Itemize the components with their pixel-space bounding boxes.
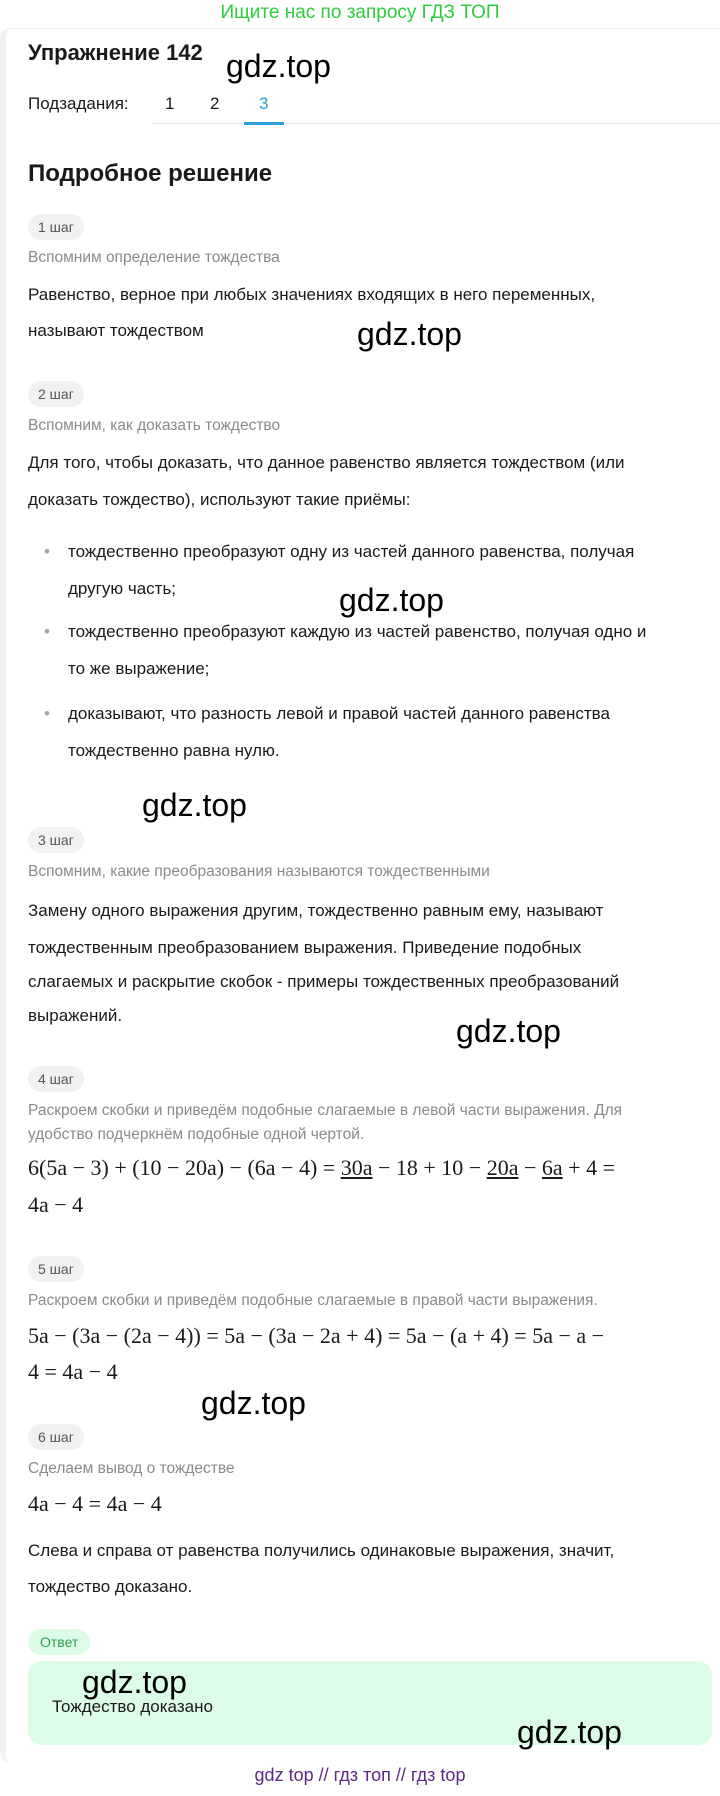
watermark: gdz.top xyxy=(82,1664,187,1700)
step-text: Для того, чтобы доказать, что данное равенство является тождеством (или xyxy=(28,453,625,472)
search-banner: Ищите нас по запросу ГДЗ ТОП xyxy=(220,2,500,23)
answer-text: Тождество доказано xyxy=(52,1697,213,1716)
answer-badge: Ответ xyxy=(28,1629,90,1655)
bullet-dot-icon: • xyxy=(44,542,50,561)
step-text: доказать тождество), используют такие приёмы: xyxy=(28,490,411,509)
step-badge: 6 шаг xyxy=(28,1424,84,1450)
step-badge: 4 шаг xyxy=(28,1066,84,1092)
tab-subtask-3[interactable]: 3 xyxy=(259,94,269,113)
step-text: Слева и справа от равенства получились одинаковые выражения, значит, xyxy=(28,1541,615,1560)
step-badge: 2 шаг xyxy=(28,381,84,407)
subtasks-label: Подзадания: xyxy=(28,94,129,113)
step-text: тождество доказано. xyxy=(28,1577,193,1596)
step-subtitle: Раскроем скобки и приведём подобные слагаемые в левой части выражения. Для xyxy=(28,1102,623,1119)
step-badge: 5 шаг xyxy=(28,1256,84,1282)
formula-result: 4a − 4 xyxy=(28,1192,84,1217)
active-tab-indicator xyxy=(244,122,284,125)
underlined-term: 6a xyxy=(541,1155,563,1180)
watermark: gdz.top xyxy=(456,1013,561,1049)
step-subtitle: Вспомним, как доказать тождество xyxy=(28,417,281,434)
step-text: слагаемых и раскрытие скобок - примеры тождественных преобразований xyxy=(28,972,620,991)
watermark: gdz.top xyxy=(357,316,462,352)
formula-left-side xyxy=(28,1155,615,1181)
step-subtitle: Раскроем скобки и приведём подобные слагаемые в правой части выражения. xyxy=(28,1292,598,1309)
exercise-title: Упражнение 142 xyxy=(28,40,203,65)
step-subtitle: Сделаем вывод о тождестве xyxy=(28,1460,235,1477)
step-text: Равенство, верное при любых значениях входящих в него переменных, xyxy=(28,285,596,304)
watermark: gdz.top xyxy=(339,582,444,618)
formula-conclusion: 4a − 4 = 4a − 4 xyxy=(28,1491,162,1516)
underlined-term: 30a xyxy=(340,1155,373,1180)
underlined-term: 20a xyxy=(486,1155,519,1180)
tab-subtask-2[interactable]: 2 xyxy=(210,94,220,113)
step-text: Замену одного выражения другим, тождественно равным ему, называют xyxy=(28,901,604,920)
watermark: gdz.top xyxy=(226,48,331,84)
bullet-text: другую часть; xyxy=(68,579,177,598)
bullet-text: доказывают, что разность левой и правой частей данного равенства xyxy=(68,704,610,723)
step-subtitle: Вспомним определение тождества xyxy=(28,249,280,266)
step-text: тождественным преобразованием выражения. Приведение подобных xyxy=(28,938,582,957)
step-text: называют тождеством xyxy=(28,321,204,340)
bullet-text: тождественно преобразуют одну из частей данного равенства, получая xyxy=(68,542,635,561)
step-badge: 1 шаг xyxy=(28,214,84,240)
formula-part: 6(5a − 3) + (10 − 20a) − (6a − 4) = xyxy=(28,1155,341,1180)
step-subtitle: Вспомним, какие преобразования называются тождественными xyxy=(28,863,490,880)
bullet-text: тождественно равна нулю. xyxy=(68,741,280,760)
footer-links[interactable]: gdz top // гдз топ // гдз top xyxy=(254,1765,466,1785)
formula-part: − 18 + 10 − xyxy=(372,1155,487,1180)
bullet-text: тождественно преобразуют каждую из частей равенство, получая одно и xyxy=(68,622,647,641)
tab-subtask-1[interactable]: 1 xyxy=(165,94,175,113)
step-subtitle: удобство подчеркнём подобные одной чертой. xyxy=(28,1126,365,1143)
bullet-text: то же выражение; xyxy=(68,659,210,678)
watermark: gdz.top xyxy=(517,1714,622,1750)
formula-part: − xyxy=(518,1155,542,1180)
formula-result: 4 = 4a − 4 xyxy=(28,1359,118,1384)
step-text: выражений. xyxy=(28,1006,123,1025)
tabs-divider xyxy=(152,123,720,124)
formula-right-side: 5a − (3a − (2a − 4)) = 5a − (3a − 2a + 4) = 5a − (a + 4) = 5a − a − xyxy=(28,1323,605,1348)
step-badge: 3 шаг xyxy=(28,827,84,853)
watermark: gdz.top xyxy=(142,787,247,823)
section-title: Подробное решение xyxy=(28,160,273,187)
bullet-dot-icon: • xyxy=(44,704,50,723)
bullet-dot-icon: • xyxy=(44,622,50,641)
watermark: gdz.top xyxy=(201,1385,306,1421)
formula-part: + 4 = xyxy=(562,1155,615,1180)
